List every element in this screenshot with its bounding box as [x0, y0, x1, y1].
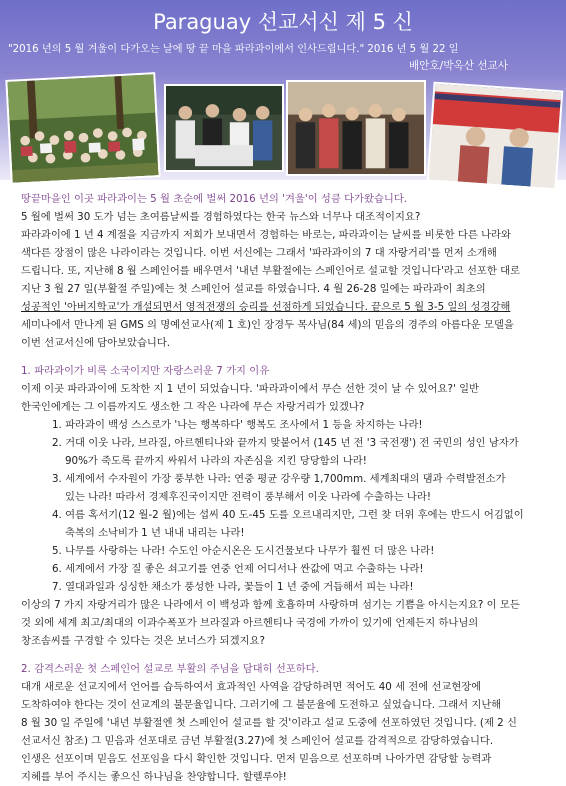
reason-item: 4. 여름 혹서기(12 월-2 월)에는 섭씨 40 도-45 도를 오르내리지만, 그런 찾 더위 후에는 반드시 어김없이 [52, 509, 524, 521]
intro-line: 세미나에서 만나게 된 GMS 의 명예선교사(제 1 호)인 장경두 목사님(84 세)의 믿음의 경주의 아름다운 모델을 [21, 319, 514, 331]
author-names: 배안호/박옥산 선교사 [408, 60, 508, 72]
photo-group-outdoors [5, 72, 160, 185]
section2-line: 지혜를 부어 주시는 좋으신 하나님을 찬양합니다. 할렐루야! [21, 771, 287, 783]
intro-line: 5 월에 벌써 30 도가 넘는 초여름날씨를 경험하였다는 한국 뉴스와 너무나 대조적이지요? [21, 211, 421, 223]
section1-outro-line: 것 외에 세계 최고/최대의 이과수폭포가 브라질과 아르헨티나 국경에 가까이 있기에 언제든지 하나님의 [21, 617, 479, 629]
photo-congregation [286, 80, 426, 176]
reason-item: 6. 세계에서 가장 질 좋은 쇠고기를 연중 언제 어디서나 싼값에 먹고 수출하는 나라! [52, 563, 424, 575]
reason-item: 1. 파라과이 백성 스스로가 '나는 행복하다' 행복도 조사에서 1 등을 차지하는 나라! [52, 419, 423, 431]
intro-line: 파라과이에 1 년 4 계절을 지금까지 저희가 보내면서 경험하는 바로는, 파라과이는 날씨를 비롯한 다른 나라와 [21, 229, 511, 241]
reason-item: 90%가 죽도록 끝까지 싸워서 나라의 자존심을 지킨 당당함의 나라! [65, 455, 367, 467]
section2-line: 도착하여야 한다는 것이 선교계의 불문율입니다. 그러기에 그 불문율에 도전하고 싶었습니다. 그래서 지난해 [21, 699, 502, 711]
greeting-quote: "2016 년의 5 월 겨울이 다가오는 날에 땅 끝 마을 파라과이에서 인사드립니다." 2016 년 5 월 22 일 [8, 44, 459, 55]
intro-heading: 땅끝마을인 이곳 파라과이는 5 월 초순에 벌써 2016 년의 '겨울'이 성큼 다가왔습니다. [21, 193, 408, 205]
intro-line: 드립니다. 또, 지난해 8 월 스페인어를 배우면서 '내년 부활절에는 스페인어로 설교할 것입니다'라고 선포한 대로 [21, 265, 520, 277]
reason-item: 7. 열대과일과 싱싱한 채소가 풍성한 나라, 꽃들이 1 년 중에 거듭해서 피는 나라! [52, 581, 414, 593]
section1-outro-line: 이상의 7 가지 자랑거리가 많은 나라에서 이 백성과 함께 호흡하며 사랑하며 섬기는 기쁨을 아시는지요? 이 모든 [21, 599, 520, 611]
reason-item: 3. 세계에서 수자원이 가장 풍부한 나라: 연중 평균 강우량 1,700mm. 세계최대의 댐과 수력발전소가 [52, 473, 506, 485]
photo-seminar [427, 82, 564, 191]
section1-outro-line: 창조솜씨를 구경할 수 있다는 것은 보너스가 되겠지요? [21, 635, 265, 647]
photo-group-indoors [164, 84, 284, 172]
reason-item: 축복의 소낙비가 1 년 내내 내리는 나라! [65, 527, 245, 539]
intro-line: 성공적인 '아버지학교'가 개설되면서 영적전쟁의 승리를 선점하게 되었습니다. 끝으로 5 월 3-5 일의 성경강해 [21, 301, 511, 313]
reason-item: 있는 나라! 따라서 경제후진국이지만 전력이 풍부해서 이웃 나라에 수출하는 나라! [65, 491, 431, 503]
section2-line: 대개 새로운 선교지에서 언어를 습득하여서 효과적인 사역을 감당하려면 적어도 40 세 전에 선교현장에 [21, 681, 482, 693]
section2-heading: 2. 감격스러운 첫 스페인어 설교로 부활의 주님을 담대히 선포하다. [21, 663, 319, 675]
section2-line: 인생은 선포이며 믿음도 선포임을 다시 확인한 것입니다. 먼저 믿음으로 선포하며 나아가면 감당할 능력과 [21, 753, 492, 765]
header-banner [0, 0, 566, 180]
section1-heading: 1. 파라과이가 비록 소국이지만 자랑스러운 7 가지 이유 [21, 365, 270, 377]
reason-item: 5. 나무를 사랑하는 나라! 수도인 아순시온은 도시건물보다 나무가 훨씬 더 많은 나라! [52, 545, 435, 557]
section1-intro-line: 이제 이곳 파라과이에 도착한 지 1 년이 되었습니다. '파라과이에서 무슨 선한 것이 날 수 있어요?' 일반 [21, 383, 479, 395]
intro-line: 지난 3 월 27 일(부활절 주일)에는 첫 스페인어 설교를 하였습니다. 4 월 26-28 일에는 파라과이 최초의 [21, 283, 486, 295]
reason-item: 2. 거대 이웃 나라, 브라질, 아르헨티나와 끝까지 맞붙어서 (145 년 전 '3 국전쟁') 전 국민의 성인 남자가 [52, 437, 519, 449]
section1-intro-line: 한국인에게는 그 이름까지도 생소한 그 작은 나라에 무슨 자랑거리가 있겠나? [21, 401, 365, 413]
intro-line: 색다른 장점이 많은 나라이라는 것입니다. 이번 서신에는 그래서 '파라과이의 7 대 자랑거리'를 먼저 소개해 [21, 247, 497, 259]
intro-line: 이번 선교서신에 담아보았습니다. [21, 337, 171, 349]
letter-title: Paraguay 선교서신 제 5 신 [153, 10, 413, 34]
section2-line: 선교서신 참조) 그 믿음과 선포대로 금년 부활절(3.27)에 첫 스페인어 설교를 감격적으로 감당하였습니다. [21, 735, 494, 747]
section2-line: 8 월 30 일 주일에 '내년 부활절엔 첫 스페인어 설교를 할 것'이라고 설교 도중에 선포하였던 것입니다. (제 2 신 [21, 717, 517, 729]
